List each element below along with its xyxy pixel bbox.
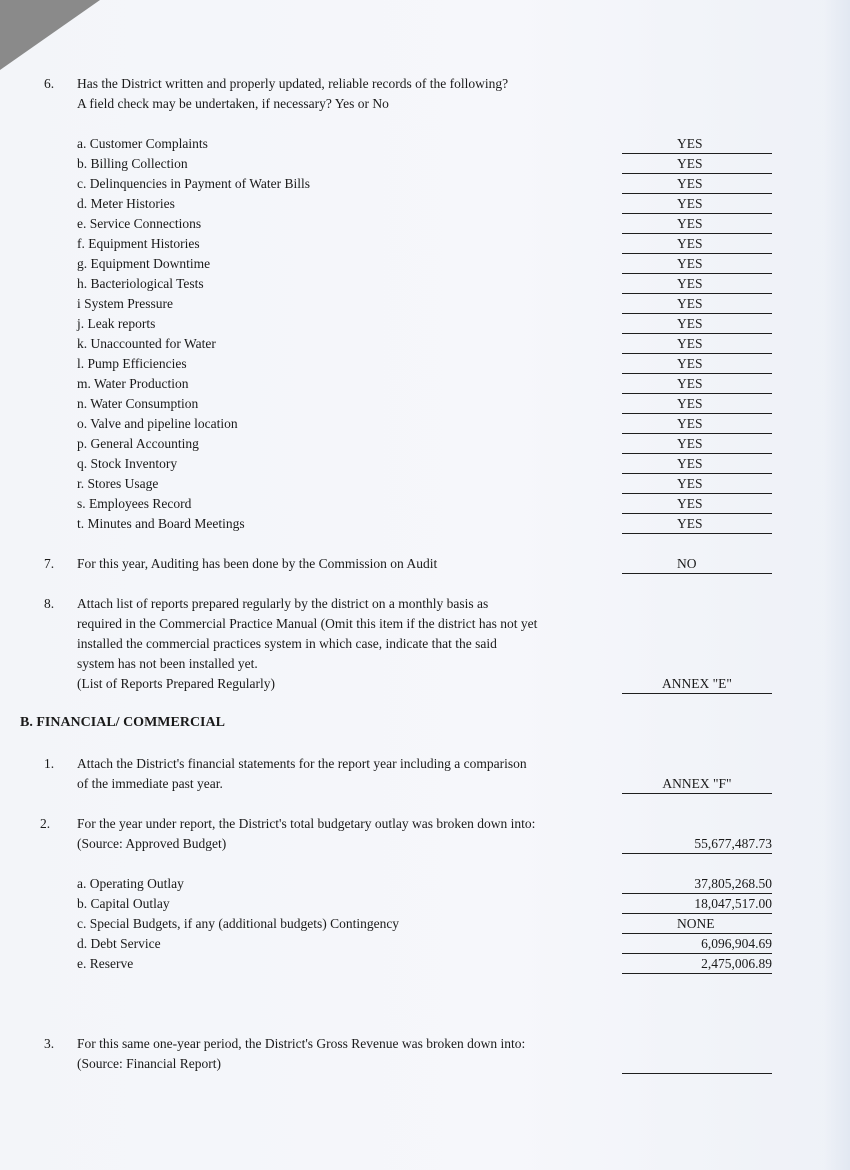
q6-item-answer: YES bbox=[622, 456, 772, 474]
q7-answer: NO bbox=[622, 556, 772, 574]
q6-item-label: m. Water Production bbox=[77, 376, 189, 391]
q6-item-label: c. Delinquencies in Payment of Water Bills bbox=[77, 176, 310, 191]
q6-item-label: s. Employees Record bbox=[77, 496, 192, 511]
b2-line-1: For the year under report, the District's total budgetary outlay was broken down into: bbox=[77, 816, 536, 831]
section-b-heading: B. FINANCIAL/ COMMERCIAL bbox=[20, 715, 225, 730]
q6-item-answer: YES bbox=[622, 496, 772, 514]
q6-item-answer: YES bbox=[622, 476, 772, 494]
q8-line-4: system has not been installed yet. bbox=[77, 656, 258, 671]
b3-line-2: (Source: Financial Report) bbox=[77, 1056, 221, 1071]
q6-item-label: e. Service Connections bbox=[77, 216, 202, 231]
q8-number: 8. bbox=[44, 596, 55, 611]
b1-line-1: Attach the District's financial statements for the report year including a comparison bbox=[77, 756, 527, 771]
q6-item-answer: YES bbox=[622, 256, 772, 274]
b2-item-value: 37,805,268.50 bbox=[622, 876, 772, 894]
q6-item-label: n. Water Consumption bbox=[77, 396, 199, 411]
q8-line-5: (List of Reports Prepared Regularly) bbox=[77, 676, 275, 691]
q6-item-answer: YES bbox=[622, 516, 772, 534]
q6-item-label: p. General Accounting bbox=[77, 436, 199, 451]
q6-item-label: r. Stores Usage bbox=[77, 476, 159, 491]
q6-item-label: g. Equipment Downtime bbox=[77, 256, 211, 271]
q8-answer: ANNEX "E" bbox=[622, 676, 772, 694]
q6-item-answer: YES bbox=[622, 176, 772, 194]
q8-line-2: required in the Commercial Practice Manual (Omit this item if the district has not yet bbox=[77, 616, 538, 631]
q8-line-3: installed the commercial practices system in which case, indicate that the said bbox=[77, 636, 497, 651]
q6-item-label: d. Meter Histories bbox=[77, 196, 175, 211]
q6-item-answer: YES bbox=[622, 376, 772, 394]
q6-item-label: l. Pump Efficiencies bbox=[77, 356, 187, 371]
q6-item-answer: YES bbox=[622, 316, 772, 334]
b2-number: 2. bbox=[40, 816, 51, 831]
q6-item-label: b. Billing Collection bbox=[77, 156, 188, 171]
b2-item-value: 18,047,517.00 bbox=[622, 896, 772, 914]
b1-number: 1. bbox=[44, 756, 55, 771]
q6-item-answer: YES bbox=[622, 236, 772, 254]
q6-item-answer: YES bbox=[622, 416, 772, 434]
b2-line-2: (Source: Approved Budget) bbox=[77, 836, 227, 851]
q7-text: For this year, Auditing has been done by the Commission on Audit bbox=[77, 556, 438, 571]
b2-item-label: d. Debt Service bbox=[77, 936, 161, 951]
q6-item-answer: YES bbox=[622, 216, 772, 234]
q6-text-line2: A field check may be undertaken, if necessary? Yes or No bbox=[77, 96, 389, 111]
q6-item-answer: YES bbox=[622, 336, 772, 354]
q6-item-answer: YES bbox=[622, 356, 772, 374]
b2-item-label: e. Reserve bbox=[77, 956, 134, 971]
q6-item-label: a. Customer Complaints bbox=[77, 136, 208, 151]
q6-item-label: k. Unaccounted for Water bbox=[77, 336, 216, 351]
q6-item-answer: YES bbox=[622, 156, 772, 174]
b3-number: 3. bbox=[44, 1036, 55, 1051]
b3-line-1: For this same one-year period, the District's Gross Revenue was broken down into: bbox=[77, 1036, 526, 1051]
q6-item-label: j. Leak reports bbox=[77, 316, 156, 331]
b2-total-outlay: 55,677,487.73 bbox=[622, 836, 772, 854]
q6-item-answer: YES bbox=[622, 396, 772, 414]
b2-item-value: 6,096,904.69 bbox=[622, 936, 772, 954]
q6-item-answer: YES bbox=[622, 276, 772, 294]
b1-line-2: of the immediate past year. bbox=[77, 776, 223, 791]
q6-number: 6. bbox=[44, 76, 55, 91]
q6-item-label: o. Valve and pipeline location bbox=[77, 416, 238, 431]
q6-item-label: f. Equipment Histories bbox=[77, 236, 200, 251]
b2-item-label: c. Special Budgets, if any (additional budgets) Contingency bbox=[77, 916, 400, 931]
q8-line-1: Attach list of reports prepared regularly by the district on a monthly basis as bbox=[77, 596, 489, 611]
b2-item-value: 2,475,006.89 bbox=[622, 956, 772, 974]
q6-item-answer: YES bbox=[622, 296, 772, 314]
b1-answer: ANNEX "F" bbox=[622, 776, 772, 794]
b3-answer-line bbox=[622, 1056, 772, 1074]
q6-item-label: i System Pressure bbox=[77, 296, 173, 311]
q6-text-line1: Has the District written and properly updated, reliable records of the following? bbox=[77, 76, 509, 91]
page-edge-shadow bbox=[824, 0, 850, 1170]
q6-item-label: t. Minutes and Board Meetings bbox=[77, 516, 245, 531]
b2-item-value: NONE bbox=[622, 916, 772, 934]
folded-corner bbox=[0, 0, 100, 70]
b2-item-label: b. Capital Outlay bbox=[77, 896, 170, 911]
q6-item-answer: YES bbox=[622, 196, 772, 214]
q6-item-label: h. Bacteriological Tests bbox=[77, 276, 204, 291]
b2-item-label: a. Operating Outlay bbox=[77, 876, 184, 891]
q6-item-answer: YES bbox=[622, 136, 772, 154]
q6-item-label: q. Stock Inventory bbox=[77, 456, 178, 471]
q7-number: 7. bbox=[44, 556, 55, 571]
q6-item-answer: YES bbox=[622, 436, 772, 454]
